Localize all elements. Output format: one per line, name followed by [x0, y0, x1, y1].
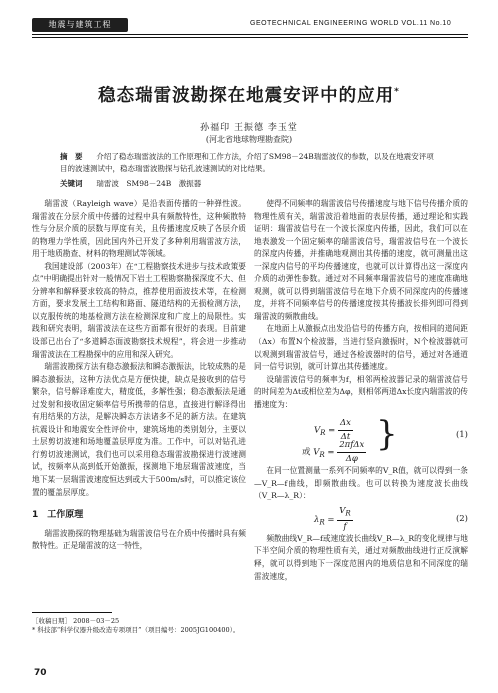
body-paragraph: 在同一位置测量一系列不同频率的V_R值，就可以得到一条—V_R—f曲线，即频散曲线。也可以转换为速度波长曲线（V_R—λ_R）： [254, 466, 468, 501]
footnotes [32, 617, 246, 635]
footnote-funding: * 科技部“科学仪器升级改造专项项目”（项目编号：2005JG100400）。 [32, 626, 240, 634]
authors: 孙福印 王振德 李玉堂 [200, 123, 298, 133]
eq1-lhs: V [313, 447, 320, 458]
eq1-lhs-sub: R [319, 450, 325, 460]
eq2-numerator-sub: R [345, 508, 351, 518]
body-paragraph: 瑞雷波勘探方法有稳态激振法和瞬态激振法，比较成熟的是瞬态激振法，这种方法优点是方便快捷，缺点是接收到的信号繁杂，信号解译难度大，精度低，多解性强；稳态激振法是通过发射和接收固定频率信号所携带的信息，直接进行解译得出有用结果的方法，是解决瞬态方法诸多不足的新方法。在建筑抗震设计和地震安全性评价中，建筑场地的类别划分，主要以土层剪切波速和场地覆盖层厚度为准。工作中，可以对钻孔进行剪切波速测试，我们也可以采用稳态瑞雷波勘探进行波速测试，按频率从高到低开始激振，探测地下地层瑞雷波速度，当地下某一层瑞雷波速度恒达到或大于500m/s时，可以推定该位置的覆盖层厚度。 [32, 362, 246, 497]
footnote-rule [32, 612, 112, 613]
footnote-received: ［收稿日期］ 2008－03－25 [32, 617, 120, 625]
right-column [254, 198, 468, 583]
left-column [32, 198, 246, 553]
column-tag: 地震与建筑工程 [32, 18, 128, 32]
eq2-numerator [337, 505, 352, 521]
keywords-label: 关键词 [60, 179, 83, 188]
keywords-text: 瑞雷波 SM98－24B 激振器 [96, 179, 202, 188]
article-title [0, 82, 498, 107]
eq1-denominator-2: Δφ [345, 453, 358, 464]
equation-2 [254, 505, 468, 531]
eq1-denominator-1: Δt [340, 431, 351, 442]
equation-2-body: $\lambda_R$ = $\frac{V_R}{f}$ [314, 505, 351, 533]
body-paragraph: 频散曲线V_R—f或速度波长曲线V_R—λ_R的变化规律与地下半空间介质的物理性质有关，通过对频散曲线进行正反演解释，就可以得到地下一深度范围内的地质信息和不同深度的瑞雷波速度， [254, 533, 468, 581]
section-heading: 1 工作原理 [32, 510, 84, 521]
running-head: GEOTECHNICAL ENGINEERING WORLD VOL.11 No.10 [250, 20, 452, 27]
abstract [60, 151, 440, 175]
eq1-lhs: V [314, 425, 321, 436]
equation-1-line-2: 或 $V_R$ = $\frac{\text{2πfΔx}}{\Delta\varphi}$ [302, 440, 365, 464]
header-rule [32, 34, 468, 35]
eq2-number: (2) [455, 513, 468, 524]
body-paragraph: 我国建设部（2003年）在“工程勘察技术进步与技术政策要点”中明确提出针对一般情况下岩土工程勘察勘探深度不大、但分辨率和解释要求较高的特点，推荐使用面波技术等，在检测方面，要求发展土工结构和路面、隧道结构的无损检测方法，以克服传统的地基检测方法在检测深度和广度上的局限性。实践和研究表明，瑞雷波法在这些方面都有很好的表现。目前建设部已出台了“多道瞬态面波勘察技术规程”，将会进一步推动瑞雷波法在工程勘探中的应用和深入研究。 [32, 261, 246, 359]
keywords [60, 178, 440, 190]
eq1-or: 或 [302, 447, 311, 458]
abstract-text: 介绍了稳态瑞雷波法的工作原理和工作方法，介绍了SM98－24B瑞雷波仪的参数，以及在地震安评项目的波速测试中，稳态瑞雷波勘探与钻孔波速测试的对比结果。 [60, 152, 434, 173]
body-paragraph: 设瑞雷波信号的频率为f，相邻两检波器记录的瑞雷波信号的时间差为Δt或相位差为Δφ，则相邻两道Δx长度内瑞雷波的传播速度为： [254, 374, 468, 409]
eq1-number: (1) [455, 430, 468, 441]
eq2-lhs-sub: R [319, 517, 325, 527]
abstract-label: 摘 要 [60, 152, 83, 161]
eq2-denominator: f [343, 522, 347, 533]
equation-1 [254, 414, 468, 464]
eq1-numerator-2: 2πfΔx [337, 439, 366, 453]
header-rule-thin [32, 37, 468, 38]
page-number: 70 [34, 668, 47, 678]
title-footnote-mark: * [394, 87, 400, 98]
eq1-numerator-1: Δx [338, 417, 353, 431]
body-paragraph: 瑞雷波勘探的物理基础为瑞雷波信号在介质中传播时具有频散特性。正是瑞雷波的这一特性， [32, 528, 246, 551]
eq1-fraction-2 [337, 439, 366, 465]
eq2-lhs: λ [314, 514, 320, 525]
body-paragraph: 使得不同频率的瑞雷波信号传播速度与地下信号传播介质的物理性质有关，瑞雷波沿着地面的表层传播，通过理论和实践证明：瑞雷波信号在一个波长深度内传播，因此，我们可以在地表激发一个固定频率的瑞雷波信号，瑞雷波信号在一个波长的深度内传播，并推确地观测出其传播的速度，就可测量出这一深度内信号的平均传播速度，也就可以计算得出这一深度内介质的动弹性参数。通过对不同频率瑞雷波信号的速度准确地观测，就可以得到瑞雷波信号在地下介质不同深度内的传播速度，并将不同频率信号的传播速度按其传播波长排列即可得到瑞雷波的频散曲线。 [254, 199, 468, 321]
body-paragraph: 在地面上从激振点出发沿信号的传播方向，按相同的道间距（Δx）布置N个检波器，当进行竖向激振时，N个检波器就可以观测到瑞雷波信号，通过各检波器时的信号，通过对各通道同一信号识别，就可计算出其传播速度。 [254, 324, 468, 372]
body-paragraph: 瑞雷波（Rayleigh wave）是沿表面传播的一种弹性波。瑞雷波在分层介质中传播的过程中具有频散特性，这种频散特性与分层介质的层数与厚度有关，且传播速度反映了各层介质的物理力学性质，因此国内外已开发了多种利用瑞雷波方法，用于地质勘查、材料的物理测试等领域。 [32, 199, 246, 259]
title-text: 稳态瑞雷波勘探在地震安评中的应用 [98, 86, 395, 106]
eq2-numerator-symbol: V [339, 505, 346, 516]
affiliation: (河北省地球物理勘查院) [205, 135, 293, 144]
eq1-brace: } [376, 414, 398, 455]
eq1-lhs-sub: R [320, 428, 326, 438]
eq2-fraction [337, 505, 352, 534]
equation-1-line-1: $V_R$ = $\frac{\Delta x}{\Delta t}$ [314, 418, 351, 442]
